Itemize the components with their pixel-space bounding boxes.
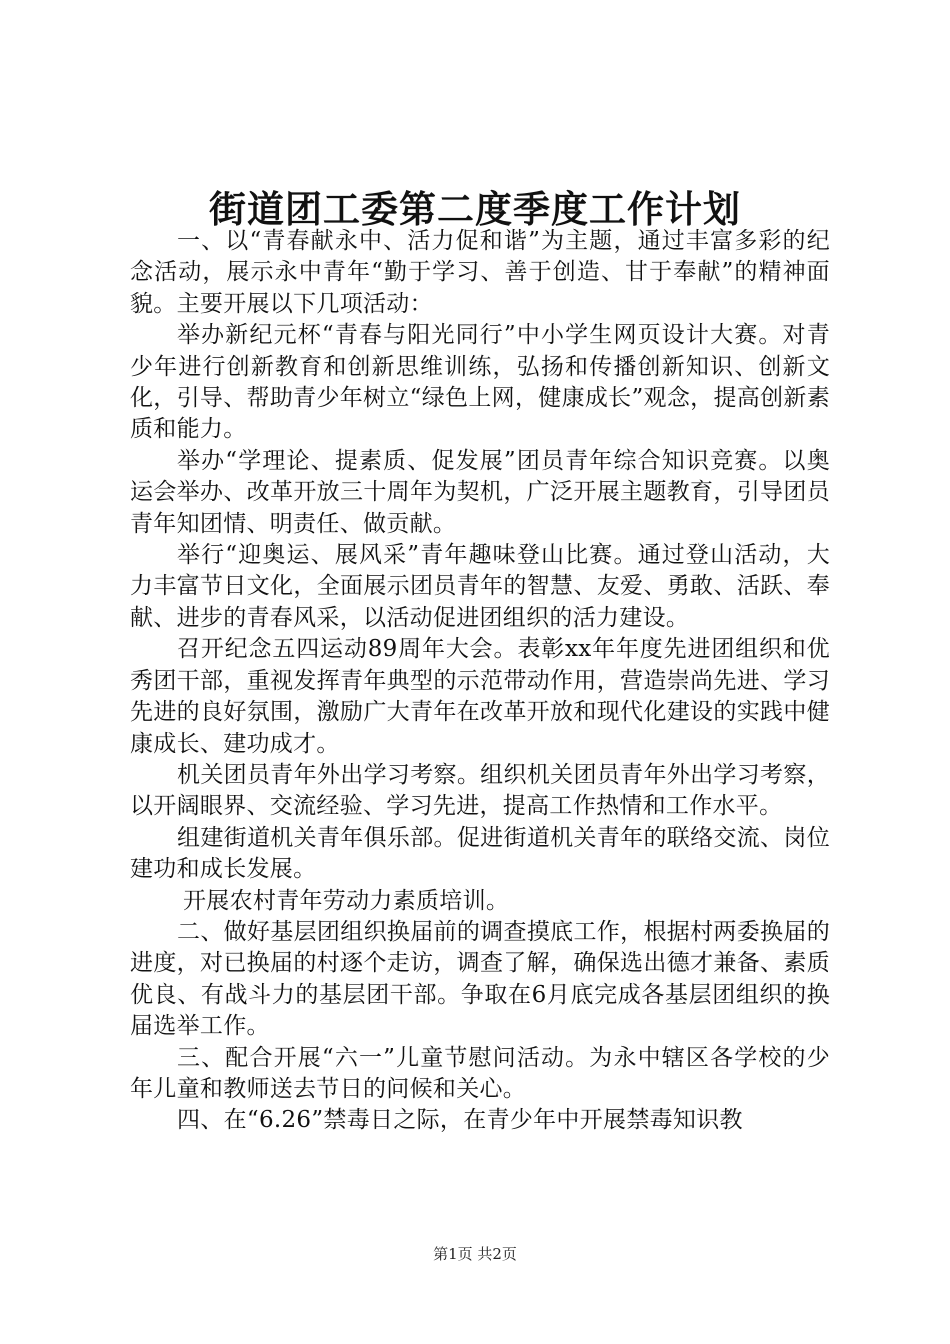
page-footer: 第1页 共2页 [433,1245,517,1263]
paragraph: 开展农村青年劳动力素质培训。 [183,887,510,914]
paragraph: 二、做好基层团组织换届前的调查摸底工作，根据村两委换届的进度，对已换届的村逐个走访，调查了解，确保选出德才兼备、素质优良、有战斗力的基层团干部。争取在6月底完成各基层团组织的换届选举工作。 [130,918,830,1040]
paragraph: 举办“学理论、提素质、促发展”团员青年综合知识竞赛。以奥运会举办、改革开放三十周年为契机，广泛开展主题教育，引导团员青年知团情、明责任、做贡献。 [130,447,830,537]
document-body [130,226,830,1137]
paragraph: 举行“迎奥运、展风采”青年趣味登山比赛。通过登山活动，大力丰富节日文化，全面展示团员青年的智慧、友爱、勇敢、活跃、奉献、进步的青春风采，以活动促进团组织的活力建设。 [130,542,830,631]
document-title: 街道团工委第二度季度工作计划 [209,187,741,231]
paragraph: 三、配合开展“六一”儿童节慰问活动。为永中辖区各学校的少年儿童和教师送去节日的问候和关心。 [130,1044,830,1102]
paragraph: 一、以“青春献永中、活力促和谐”为主题，通过丰富多彩的纪念活动，展示永中青年“勤于学习、善于创造、甘于奉献”的精神面貌。主要开展以下几项活动： [130,228,830,317]
paragraph: 召开纪念五四运动89周年大会。表彰xx年年度先进团组织和优秀团干部，重视发挥青年典型的示范带动作用，营造崇尚先进、学习先进的良好氛围，激励广大青年在改革开放和现代化建设的实践中健康成长、建功成才。 [130,636,830,757]
paragraph: 举办新纪元杯“青春与阳光同行”中小学生网页设计大赛。对青少年进行创新教育和创新思维训练，弘扬和传播创新知识、创新文化，引导、帮助青少年树立“绿色上网，健康成长”观念，提高创新素质和能力。 [130,322,830,443]
paragraph: 四、在“6.26”禁毒日之际，在青少年中开展禁毒知识教 [177,1107,743,1134]
paragraph: 机关团员青年外出学习考察。组织机关团员青年外出学习考察，以开阔眼界、交流经验、学习先进，提高工作热情和工作水平。 [130,761,830,820]
paragraph: 组建街道机关青年俱乐部。促进街道机关青年的联络交流、岗位建功和成长发展。 [130,824,830,883]
